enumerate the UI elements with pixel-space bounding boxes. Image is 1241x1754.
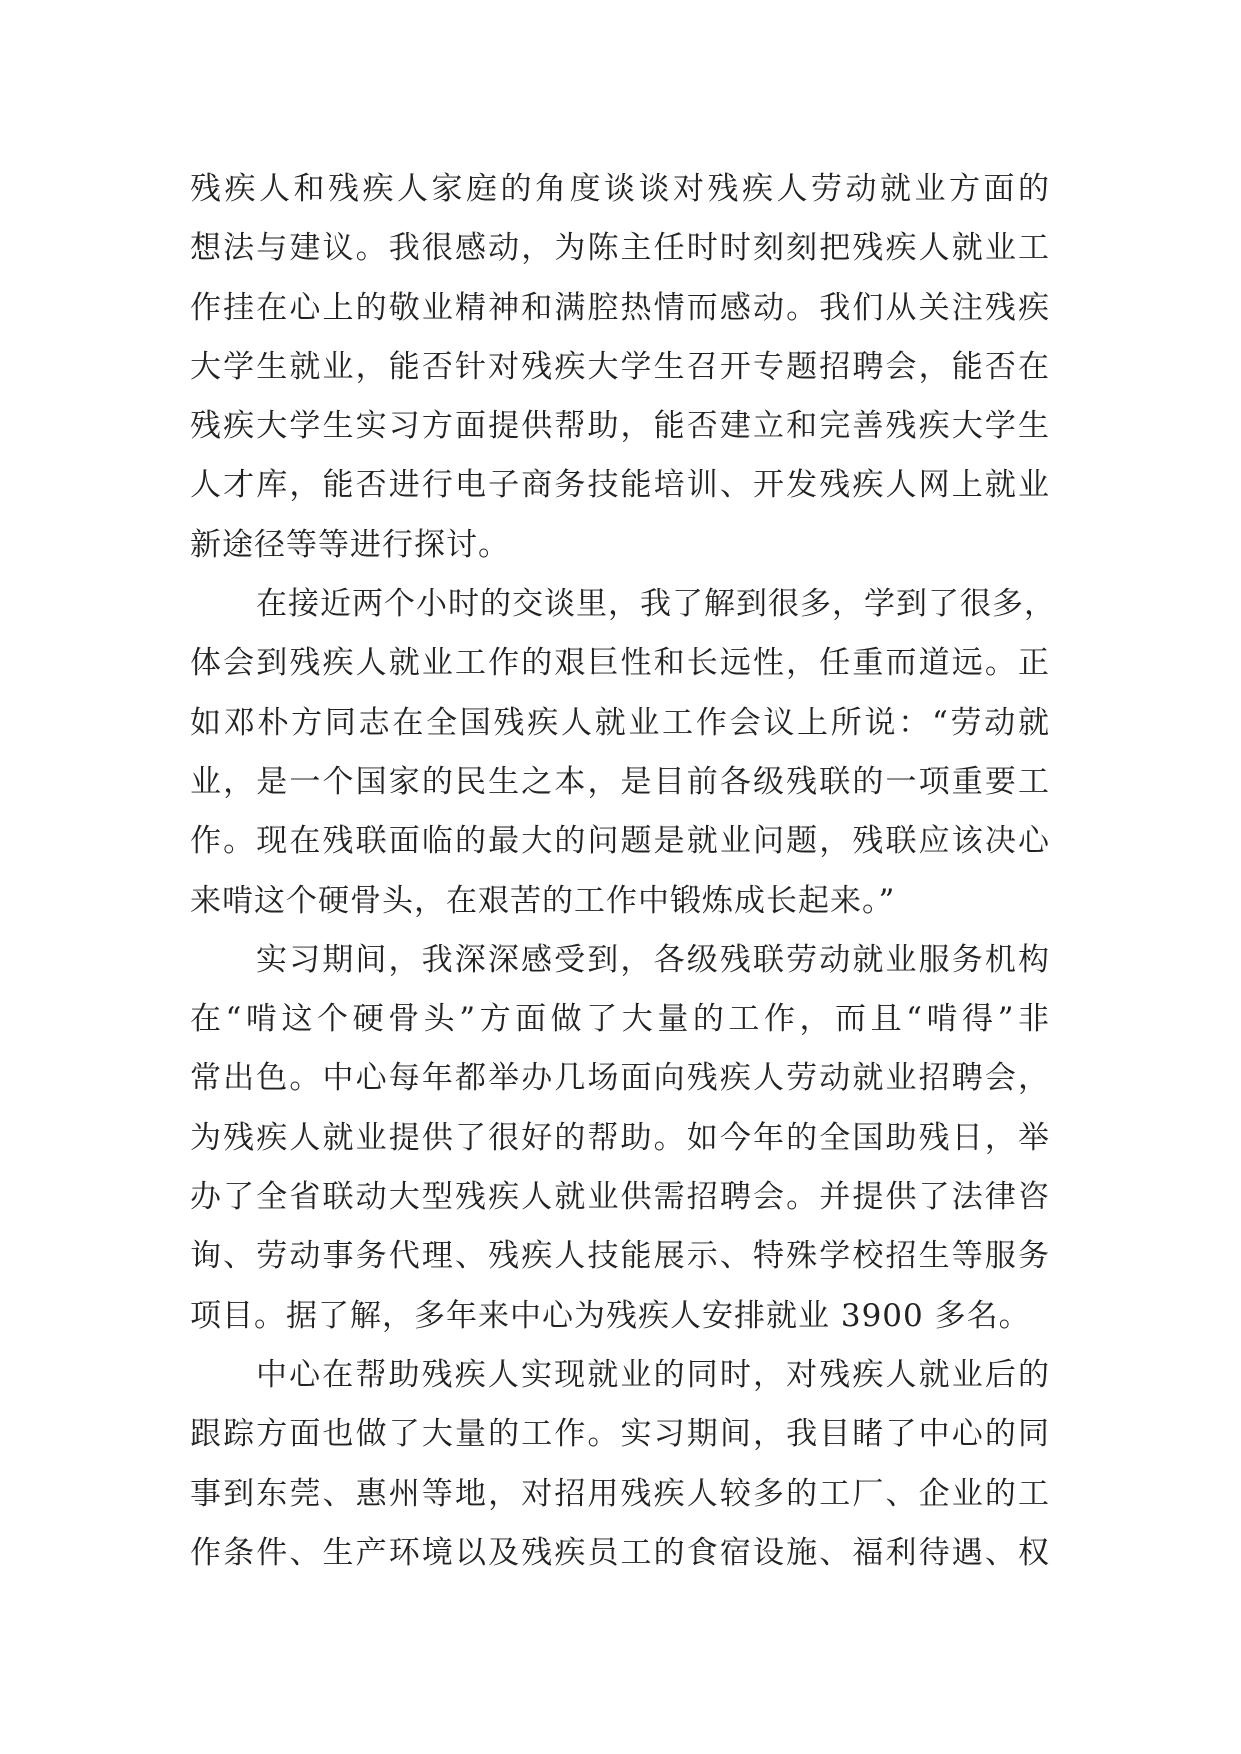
text-line: 中心在帮助残疾人实现就业的同时，对残疾人就业后的 [256,1356,1050,1393]
text-line: 实习期间，我深深感受到，各级残联劳动就业服务机构 [256,941,1050,978]
text-line: 作挂在心上的敬业精神和满腔热情而感动。我们从关注残疾 [190,289,1050,326]
text-line: 体会到残疾人就业工作的艰巨性和长远性，任重而道远。正 [190,645,1050,682]
text-line: 询、劳动事务代理、残疾人技能展示、特殊学校招生等服务 [190,1238,1050,1275]
text-line: 事到东莞、惠州等地，对招用残疾人较多的工厂、企业的工 [190,1475,1050,1512]
text-line: 为残疾人就业提供了很好的帮助。如今年的全国助残日，举 [190,1119,1050,1156]
text-line: 业，是一个国家的民生之本，是目前各级残联的一项重要工 [190,763,1050,800]
text-line: 作。现在残联面临的最大的问题是就业问题，残联应该决心 [190,823,1050,860]
text-line: 新途径等等进行探讨。 [190,526,510,563]
text-line: 大学生就业，能否针对残疾大学生召开专题招聘会，能否在 [190,348,1050,385]
text-line: 如邓朴方同志在全国残疾人就业工作会议上所说：“劳动就 [190,704,1050,741]
text-line: 在“啃这个硬骨头”方面做了大量的工作，而且“啃得”非 [190,1001,1050,1038]
text-line: 办了全省联动大型残疾人就业供需招聘会。并提供了法律咨 [190,1179,1050,1216]
document-body [190,160,1056,1583]
text-line: 想法与建议。我很感动，为陈主任时时刻刻把残疾人就业工 [190,230,1050,267]
text-line: 作条件、生产环境以及残疾员工的食宿设施、福利待遇、权 [190,1534,1050,1571]
text-line: 项目。据了解，多年来中心为残疾人安排就业 3900 多名。 [190,1297,1031,1334]
text-line: 残疾大学生实习方面提供帮助，能否建立和完善残疾大学生 [190,408,1050,445]
text-line: 常出色。中心每年都举办几场面向残疾人劳动就业招聘会， [190,1060,1050,1097]
text-line: 来啃这个硬骨头，在艰苦的工作中锻炼成长起来。” [190,882,896,919]
text-line: 残疾人和残疾人家庭的角度谈谈对残疾人劳动就业方面的 [190,171,1050,207]
text-line: 跟踪方面也做了大量的工作。实习期间，我目睹了中心的同 [190,1416,1050,1453]
text-line: 在接近两个小时的交谈里，我了解到很多，学到了很多， [256,586,1056,623]
text-line: 人才库，能否进行电子商务技能培训、开发残疾人网上就业 [190,467,1050,504]
